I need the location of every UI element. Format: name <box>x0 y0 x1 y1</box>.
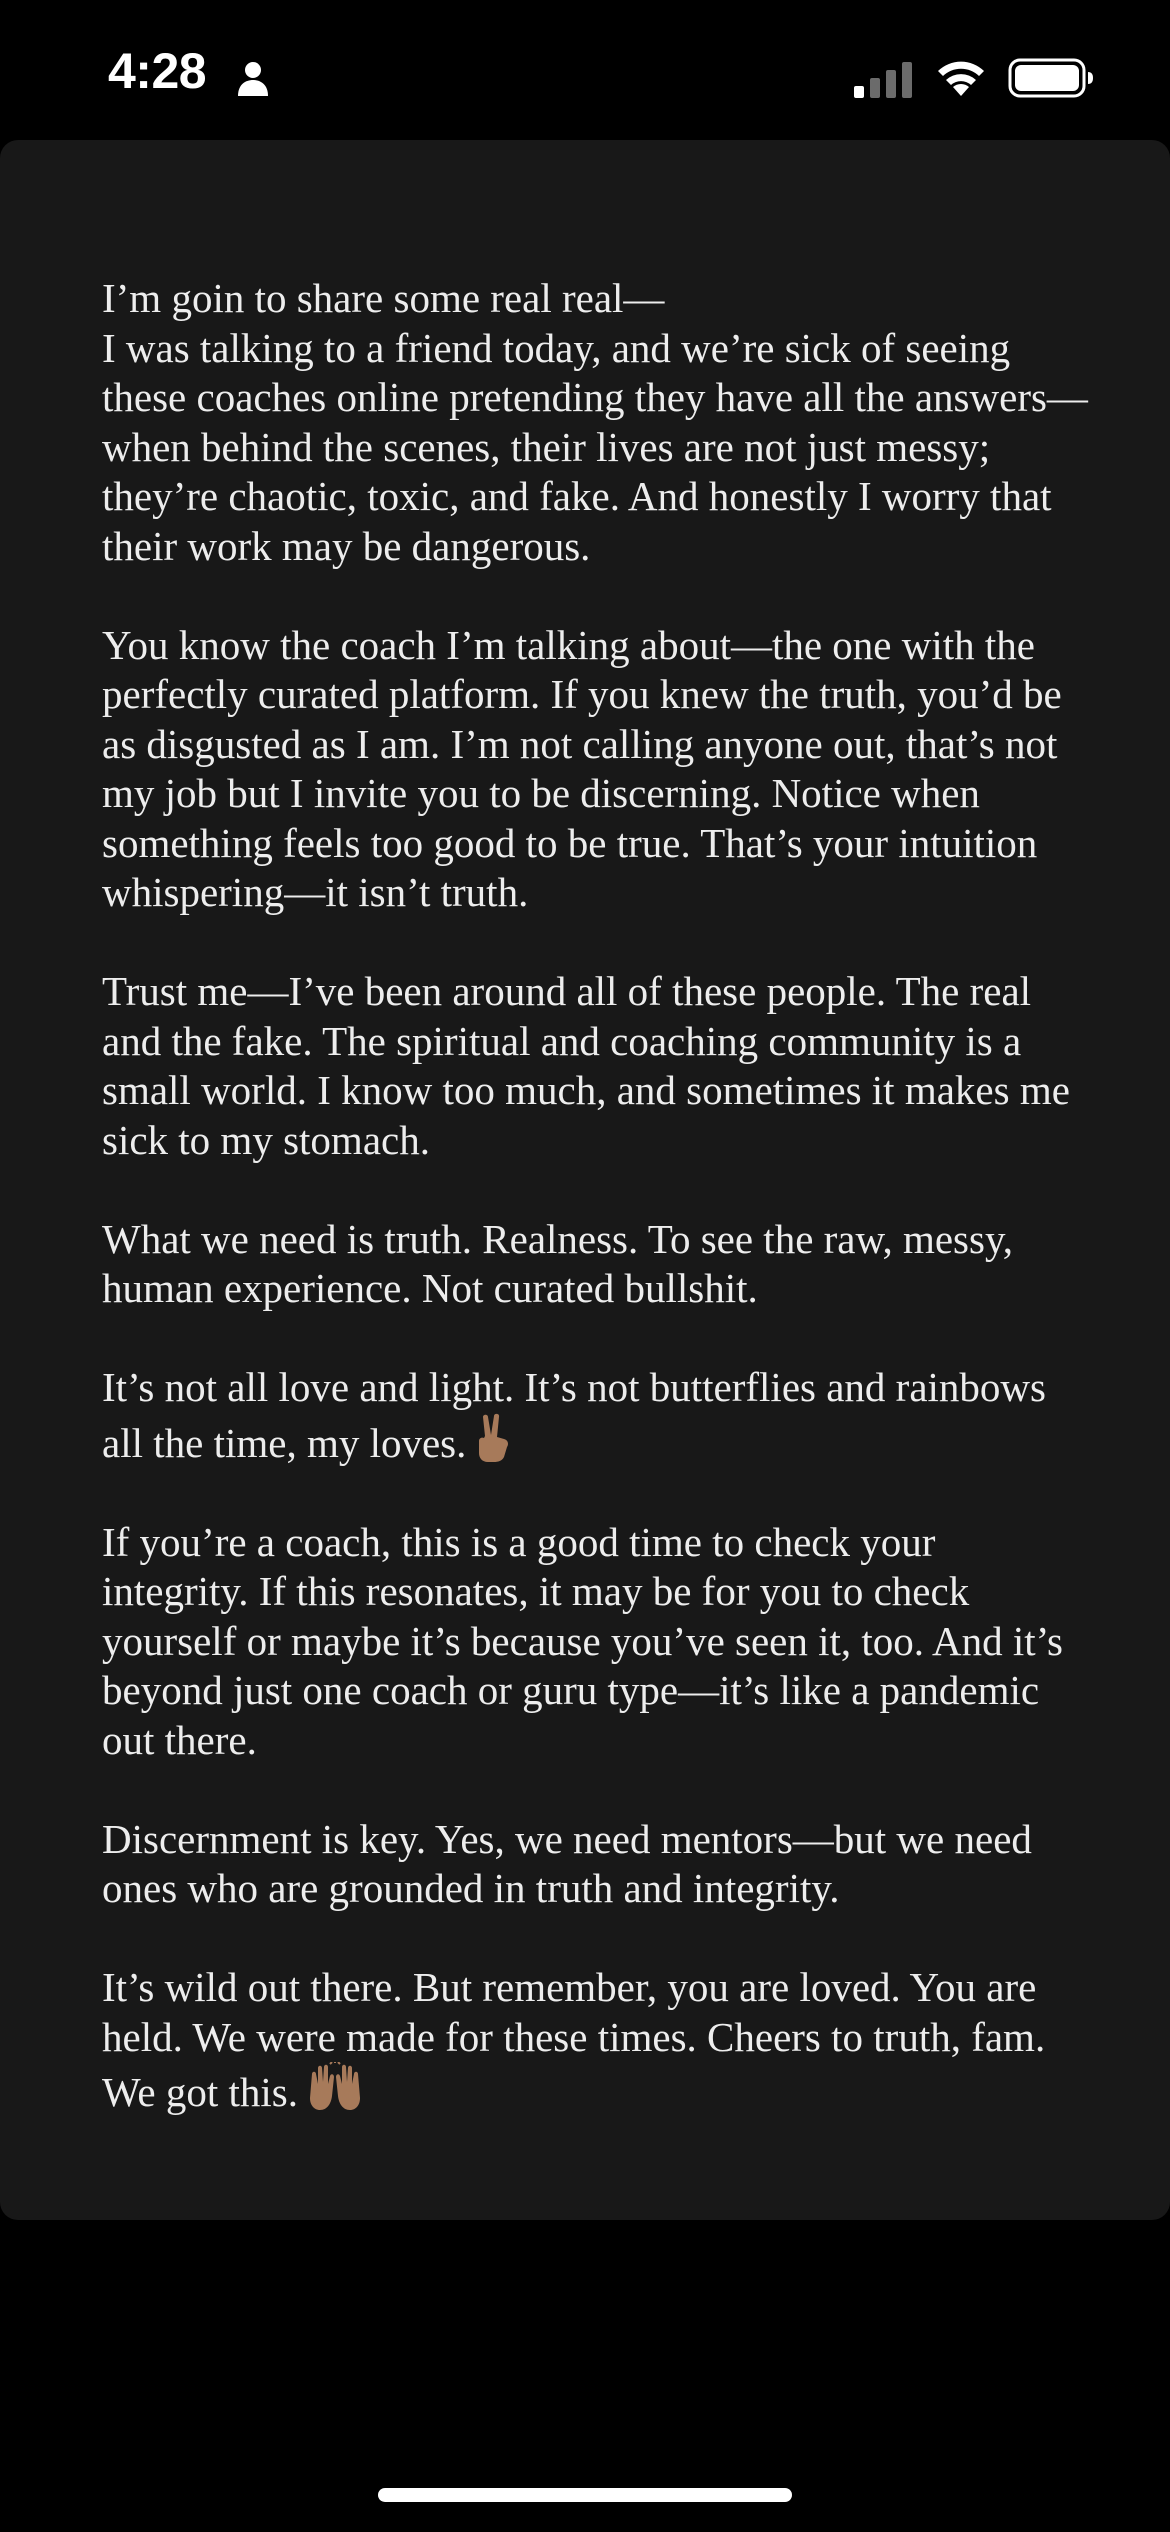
paragraph-3: Trust me—I’ve been around all of these people. The real and the fake. The spiritual and coaching community is a small world. I know too much, and sometimes it makes me sick to my stomach. <box>102 968 1070 1163</box>
home-indicator[interactable] <box>378 2488 792 2502</box>
paragraph-5-container <box>102 1363 1092 1468</box>
signal-icon <box>854 60 914 98</box>
paragraph-4: What we need is truth. Realness. To see the raw, messy, human experience. Not curated bullshit. <box>102 1215 1014 1311</box>
victory-hand-icon <box>474 1413 512 1463</box>
person-icon <box>236 60 270 98</box>
wifi-icon <box>934 56 988 98</box>
story-text-card <box>0 140 1170 2220</box>
paragraph-2: You know the coach I’m talking about—the one with the perfectly curated platform. If you knew the truth, you’d be as disgusted as I am. I’m not calling anyone out, that’s not my job but I invite you to be discerning. Notice when something feels too good to be true. That’s your intuition whispering—it isn’t truth. <box>102 621 1062 915</box>
paragraph-8-container <box>102 1963 1092 2118</box>
raising-hands-icon <box>306 2062 364 2112</box>
status-time: 4:28 <box>108 43 207 99</box>
paragraph-1: I’m goin to share some real real— I was talking to a friend today, and we’re sick of seeing these coaches online pretending they have all the answers—when behind the scenes, their lives are not just messy; they’re chaotic, toxic, and fake. And honestly I worry that their work may be dangerous. <box>102 275 1088 569</box>
battery-icon <box>1008 58 1094 98</box>
post-text <box>102 274 1092 2167</box>
paragraph-6: If you’re a coach, this is a good time to check your integrity. If this resonates, it may be for you to check yourself or maybe it’s because you’ve seen it, too. And it’s beyond just one coach or guru type—it’s like a pandemic out there. <box>102 1518 1064 1763</box>
paragraph-8: It’s wild out there. But remember, you are loved. You are held. We were made for these times. Cheers to truth, fam. We got this. <box>102 1964 1046 2115</box>
paragraph-5: It’s not all love and light. It’s not butterflies and rainbows all the time, my loves. <box>102 1364 1046 1466</box>
status-bar <box>0 0 1170 140</box>
paragraph-7: Discernment is key. Yes, we need mentors—but we need ones who are grounded in truth and integrity. <box>102 1815 1032 1911</box>
